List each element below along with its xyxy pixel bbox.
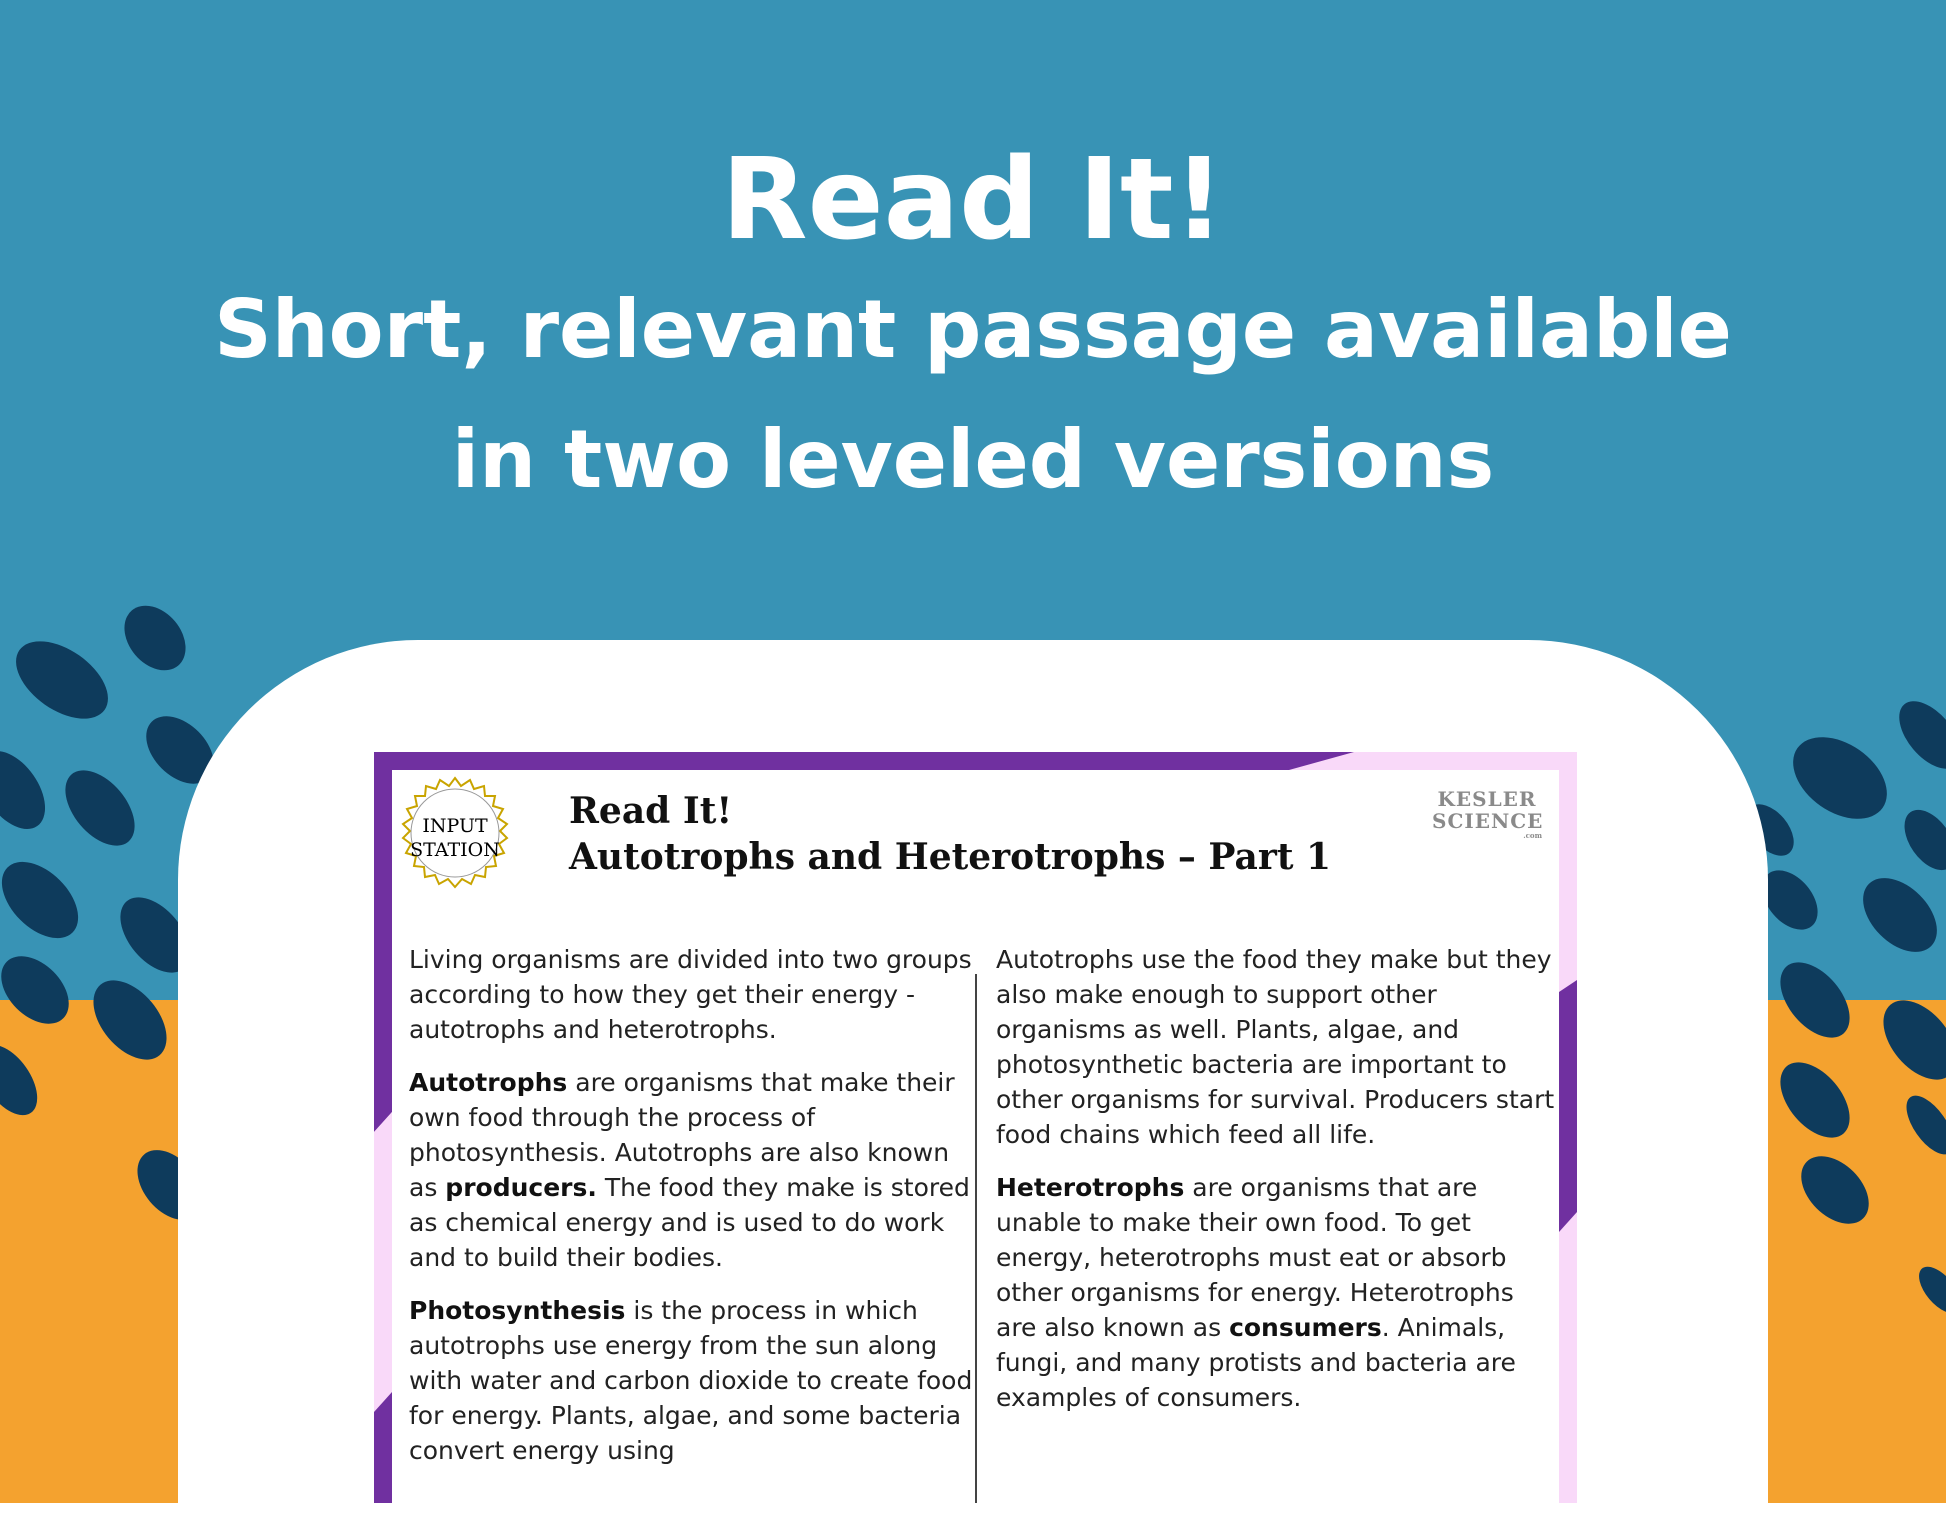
- left-column: [409, 942, 974, 1486]
- headline-line-3: in two leveled versions: [451, 413, 1495, 506]
- left-p3-text: is the process in which autotrophs use energy from the sun along with water and carbon dioxide to create food for energy. Plants, algae, and some bacteria convert energy using: [409, 1296, 973, 1465]
- left-paragraph-1: [409, 942, 974, 1047]
- brand-line-1: KESLER: [1437, 787, 1537, 811]
- left-p2-text-b: The food they make is stored as chemical energy and is used to do work and to build their bodies.: [409, 1173, 970, 1272]
- right-paragraph-1: [996, 942, 1556, 1152]
- worksheet-title-line-2: Autotrophs and Heterotrophs – Part 1: [569, 836, 1332, 878]
- column-divider: [975, 974, 977, 1503]
- worksheet-preview: [374, 752, 1577, 1503]
- term-autotrophs: Autotrophs: [409, 1068, 568, 1097]
- left-p1-text: Living organisms are divided into two groups according to how they get their energy - autotrophs and heterotrophs.: [409, 945, 972, 1044]
- term-consumers: consumers: [1229, 1313, 1382, 1342]
- headline-line-2: Short, relevant passage available: [214, 283, 1732, 376]
- brand-domain: .com: [1523, 831, 1542, 840]
- worksheet-title: [569, 788, 1331, 880]
- right-p2-text-a: are organisms that are unable to make their own food. To get energy, heterotrophs must eat or absorb other organisms for energy. Heterotrophs are also known as: [996, 1173, 1514, 1342]
- left-paragraph-3: [409, 1293, 974, 1468]
- brand-line-2: SCIENCE: [1432, 809, 1544, 833]
- left-p2-text-a: are organisms that make their own food through the process of photosynthesis. Autotrophs are also known as: [409, 1068, 955, 1202]
- left-paragraph-2: [409, 1065, 974, 1275]
- right-column: [996, 942, 1556, 1433]
- right-p2-text-b: . Animals, fungi, and many protists and bacteria are examples of consumers.: [996, 1313, 1516, 1412]
- term-photosynthesis: Photosynthesis: [409, 1296, 626, 1325]
- right-p1-text: Autotrophs use the food they make but they also make enough to support other organisms as well. Plants, algae, and photosynthetic bacteria are important to other organisms for survival. Producers start food chains which feed all life.: [996, 945, 1555, 1149]
- seal-text: [396, 814, 514, 862]
- right-paragraph-2: [996, 1170, 1556, 1415]
- seal-line-1: INPUT: [422, 815, 488, 837]
- seal-line-2: STATION: [410, 839, 500, 861]
- worksheet-title-line-1: Read It!: [569, 790, 733, 832]
- headline-line-1: Read It!: [721, 135, 1225, 265]
- kesler-science-logo: [1432, 788, 1542, 840]
- term-heterotrophs: Heterotrophs: [996, 1173, 1185, 1202]
- term-producers: producers.: [445, 1173, 597, 1202]
